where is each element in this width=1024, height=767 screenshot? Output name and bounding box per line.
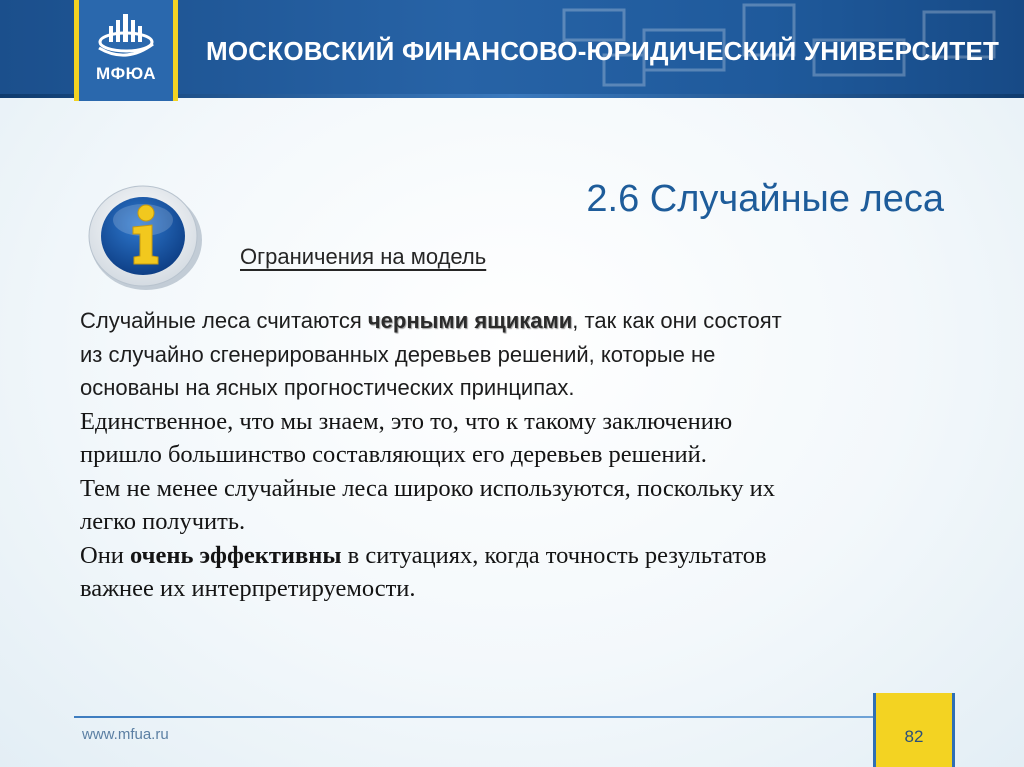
paragraph-3: [80, 472, 940, 539]
paragraph-4: [80, 539, 940, 606]
paragraph-2-line-1: Единственное, что мы знаем, это то, что к такому заключению: [80, 407, 733, 435]
paragraph-2: [80, 405, 940, 472]
logo-text: МФЮА: [95, 64, 157, 83]
university-logo-icon: [79, 4, 173, 68]
paragraph-3-line-2: легко получить.: [80, 508, 246, 535]
text-segment: Они: [80, 541, 131, 569]
page-number: 82: [904, 727, 924, 746]
text-segment: Случайные леса считаются: [80, 308, 368, 333]
emphasis-black-boxes: черными ящиками: [367, 308, 573, 333]
paragraph-3-line-1: Тем не менее случайные леса широко используются, поскольку их: [80, 474, 775, 502]
paragraph-1-line-2: из случайно сгенерированных деревьев решений, которые не: [80, 341, 716, 367]
slide-body: [80, 304, 940, 606]
text-segment: , так как они состоят: [572, 308, 782, 333]
paragraph-4-line-2: важнее их интерпретируемости.: [80, 575, 416, 602]
slide-subtitle: Ограничения на модель: [240, 244, 487, 269]
text-segment: в ситуациях, когда точность результатов: [341, 541, 767, 569]
info-icon: [86, 180, 204, 292]
page-number-box: [873, 693, 955, 767]
university-name: МОСКОВСКИЙ ФИНАНСОВО-ЮРИДИЧЕСКИЙ УНИВЕРСИТЕТ: [206, 36, 1000, 66]
paragraph-4-line-1: [80, 539, 940, 573]
paragraph-1: [80, 304, 940, 405]
footer-url-link[interactable]: www.mfua.ru: [82, 726, 169, 743]
slide-title: 2.6 Случайные леса: [586, 178, 944, 220]
emphasis-very-effective: очень эффективны: [130, 541, 342, 569]
university-logo[interactable]: [74, 0, 178, 101]
footer-divider: [74, 716, 874, 718]
paragraph-1-line-1: [80, 304, 940, 338]
paragraph-2-line-2: пришло большинство составляющих его деревьев решений.: [80, 441, 707, 468]
paragraph-1-line-3: основаны на ясных прогностических принципах.: [80, 375, 575, 400]
